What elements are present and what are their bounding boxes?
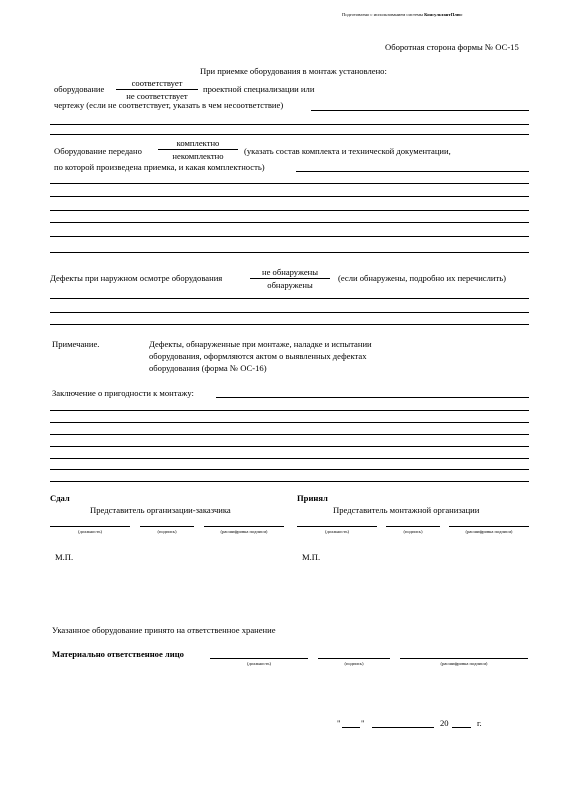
note-line1: Дефекты, обнаруженные при монтаже, наладке и испытании — [149, 339, 372, 349]
left-position-caption: (должность) — [77, 529, 103, 534]
right-signature-field[interactable] — [386, 526, 440, 527]
conformity-options[interactable] — [116, 78, 198, 101]
right-stamp: М.П. — [302, 552, 321, 562]
conclusion-field[interactable] — [216, 397, 529, 398]
date-quote-close: " — [361, 718, 365, 728]
prepared-note — [342, 12, 462, 18]
right-position-field[interactable] — [297, 526, 377, 527]
option-not-conforms[interactable]: не соответствует — [126, 91, 188, 101]
after-completeness: (указать состав комплекта и технической документации, — [244, 146, 451, 156]
after-conformity: проектной специализации или — [203, 84, 315, 94]
installer-rep-label: Представитель монтажной организации — [333, 505, 480, 515]
blank-line[interactable] — [50, 222, 529, 223]
note-line3: оборудования (форма № ОС-16) — [149, 363, 267, 373]
year-suffix: г. — [477, 718, 482, 728]
blank-line[interactable] — [50, 196, 529, 197]
blank-line[interactable] — [50, 434, 529, 435]
defects-options[interactable] — [250, 267, 330, 290]
month-field[interactable] — [372, 727, 434, 728]
blank-line[interactable] — [50, 298, 529, 299]
blank-line[interactable] — [50, 324, 529, 325]
responsible-label: Материально ответственное лицо — [52, 649, 184, 659]
accepted-title: Принял — [297, 493, 328, 503]
storage-position-field[interactable] — [210, 658, 308, 659]
storage-decoding-field[interactable] — [400, 658, 528, 659]
right-position-caption: (должность) — [324, 529, 350, 534]
intro-heading: При приемке оборудования в монтаж установлено: — [200, 66, 387, 76]
note-label: Примечание. — [52, 339, 100, 349]
option-incomplete[interactable]: некомплектно — [172, 151, 224, 161]
transfer-line2: по которой произведена приемка, и какая комплектность) — [54, 162, 265, 172]
storage-position-caption: (должность) — [246, 661, 272, 666]
after-defects: (если обнаружены, подробно их перечислить) — [338, 273, 507, 283]
storage-signature-caption: (подпись) — [344, 661, 364, 666]
blank-line[interactable] — [50, 458, 529, 459]
completeness-options[interactable] — [158, 138, 238, 161]
blank-line[interactable] — [50, 312, 529, 313]
left-decoding-caption: (расшифровка подписи) — [220, 529, 268, 534]
prepared-prefix: Подготовлено с использованием системы — [342, 12, 423, 17]
left-decoding-field[interactable] — [204, 526, 284, 527]
mismatch-field[interactable] — [311, 110, 529, 111]
year-prefix: 20 — [440, 718, 449, 728]
equipment-word: оборудование — [54, 84, 105, 94]
left-position-field[interactable] — [50, 526, 130, 527]
conclusion-label: Заключение о пригодности к монтажу: — [52, 388, 194, 398]
blank-line[interactable] — [50, 252, 529, 253]
date-quote-open: " — [337, 718, 341, 728]
prepared-brand: КонсультантПлюс — [424, 12, 463, 17]
left-signature-field[interactable] — [140, 526, 194, 527]
left-signature-caption: (подпись) — [157, 529, 177, 534]
blank-line[interactable] — [50, 236, 529, 237]
blank-line[interactable] — [50, 410, 529, 411]
storage-text: Указанное оборудование принято на ответственное хранение — [52, 625, 276, 635]
blank-line[interactable] — [50, 210, 529, 211]
right-decoding-field[interactable] — [449, 526, 529, 527]
blank-line[interactable] — [50, 422, 529, 423]
storage-decoding-caption: (расшифровка подписи) — [440, 661, 488, 666]
blank-line[interactable] — [50, 183, 529, 184]
completeness-field[interactable] — [296, 171, 529, 172]
left-stamp: М.П. — [55, 552, 74, 562]
blank-line[interactable] — [50, 134, 529, 135]
right-signature-caption: (подпись) — [403, 529, 423, 534]
storage-signature-field[interactable] — [318, 658, 390, 659]
blank-line[interactable] — [50, 469, 529, 470]
handed-over-title: Сдал — [50, 493, 70, 503]
note-line2: оборудования, оформляются актом о выявленных дефектах — [149, 351, 367, 361]
year-field[interactable] — [452, 727, 471, 728]
option-found[interactable]: обнаружены — [267, 280, 313, 290]
blank-line[interactable] — [50, 124, 529, 125]
transfer-label: Оборудование передано — [54, 146, 142, 156]
day-field[interactable] — [342, 727, 360, 728]
blank-line[interactable] — [50, 446, 529, 447]
right-decoding-caption: (расшифровка подписи) — [465, 529, 513, 534]
option-complete[interactable]: комплектно — [158, 138, 238, 150]
intro-line2: чертежу (если не соответствует, указать в чем несоответствие) — [54, 100, 284, 110]
option-conforms[interactable]: соответствует — [116, 78, 198, 90]
defects-label: Дефекты при наружном осмотре оборудования — [50, 273, 223, 283]
form-title: Оборотная сторона формы № ОС-15 — [385, 42, 519, 52]
option-not-found[interactable]: не обнаружены — [250, 267, 330, 279]
customer-rep-label: Представитель организации-заказчика — [90, 505, 231, 515]
blank-line[interactable] — [50, 481, 529, 482]
